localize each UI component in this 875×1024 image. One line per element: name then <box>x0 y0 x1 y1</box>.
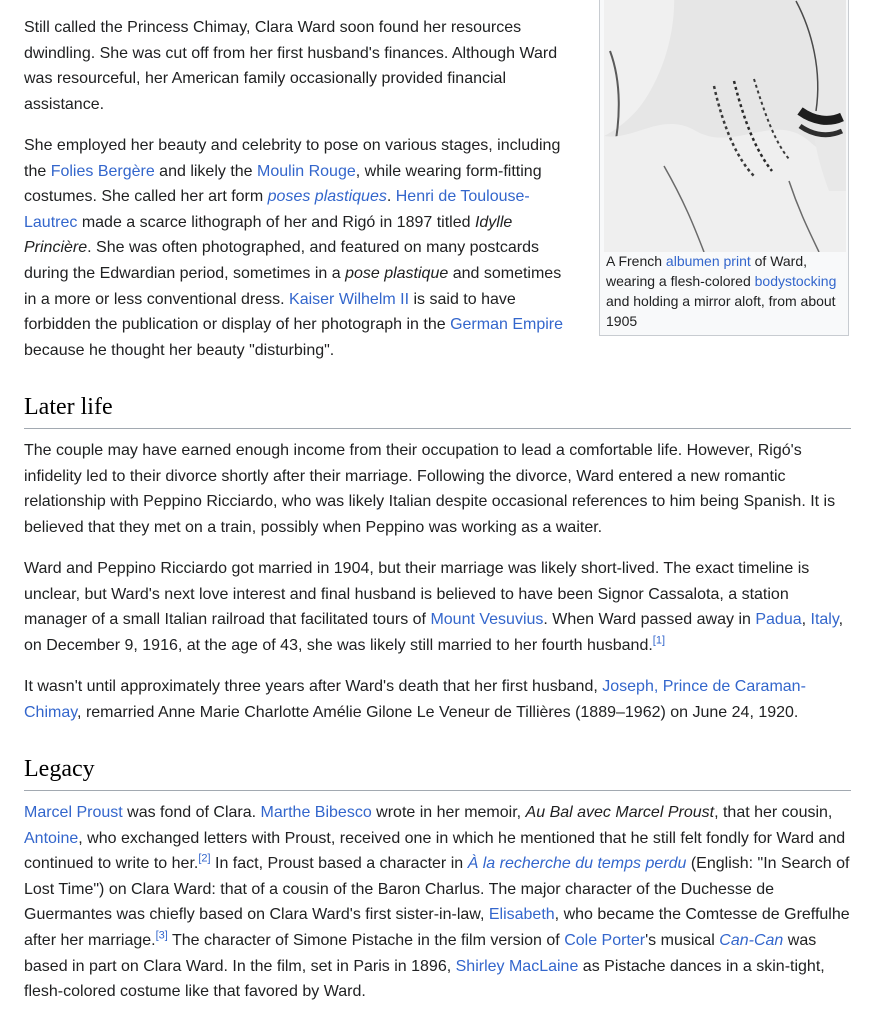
paragraph-stage-career <box>24 133 568 363</box>
text-run: . <box>386 188 396 206</box>
text-run: , that her cousin, <box>714 804 833 821</box>
link-folies-bergere[interactable]: Folies Bergère <box>50 162 155 180</box>
caption-text: A French <box>606 253 666 269</box>
text-run: , <box>801 611 811 629</box>
link-elisabeth[interactable]: Elisabeth <box>488 906 555 924</box>
reference-1 <box>653 634 665 646</box>
section-heading-later-life: Later life <box>24 392 851 429</box>
text-run: . She was often photographed, and featured on many postcards during the Edwardian period, sometimes in a <box>24 239 539 282</box>
link-mount-vesuvius[interactable]: Mount Vesuvius <box>430 611 544 629</box>
link-albumen-print[interactable]: albumen print <box>665 253 751 269</box>
paragraph-marriages <box>24 556 851 658</box>
text-run: was fond of Clara. <box>122 804 261 821</box>
text-run: , on December 9, 1916, at the age of 43, she was likely still married to her fourth husband. <box>24 611 844 654</box>
paragraph-legacy <box>24 800 851 1005</box>
text-run: because he thought her beauty "disturbing". <box>24 341 335 359</box>
text-run: and likely the <box>154 162 258 180</box>
link-italy[interactable]: Italy <box>810 611 839 629</box>
caption-text: of Ward, wearing a flesh-colored <box>606 253 808 289</box>
text-run: , who exchanged letters with Proust, received one in which he mentioned that he still felt fondly for Ward and continued to write to her. <box>24 829 846 873</box>
link-joseph-prince[interactable]: Joseph, Prince de Caraman-Chimay <box>24 678 806 721</box>
clara-ward-photo[interactable] <box>604 0 846 252</box>
term-pose-plastique: pose plastique <box>345 264 449 282</box>
figure-caption <box>606 251 842 331</box>
text-run: , remarried Anne Marie Charlotte Amélie Gilone Le Veneur de Tillières (1889–1962) on June 24, 1920. <box>77 703 799 721</box>
link-marcel-proust[interactable]: Marcel Proust <box>24 804 123 821</box>
text-run: , while wearing form-fitting costumes. She called her art form <box>24 162 542 206</box>
text-run: It wasn't until approximately three years after Ward's death that her first husband, <box>24 678 603 695</box>
link-poses-plastiques[interactable]: poses plastiques <box>267 188 387 206</box>
paragraph-resources: Still called the Princess Chimay, Clara Ward soon found her resources dwindling. She was cut off from her first husband's finances. Although Ward was resourceful, her American family occasionally provided financial assistance. <box>24 19 558 113</box>
text-run: , who became the Comtesse de Greffulhe after her marriage. <box>24 906 850 949</box>
text-run: as Pistache dances in a skin-tight, flesh-colored costume like that favored by Ward. <box>24 957 825 1001</box>
paragraph-remarriage <box>24 674 851 725</box>
link-marthe-bibesco[interactable]: Marthe Bibesco <box>260 804 372 821</box>
text-run: wrote in her memoir, <box>371 804 526 821</box>
link-cole-porter[interactable]: Cole Porter <box>564 931 646 949</box>
link-toulouse-lautrec[interactable]: Henri de Toulouse-Lautrec <box>24 188 530 231</box>
link-can-can[interactable]: Can-Can <box>719 931 784 949</box>
link-kaiser-wilhelm[interactable]: Kaiser Wilhelm II <box>289 290 410 308</box>
title-au-bal: Au Bal avec Marcel Proust <box>525 804 715 821</box>
text-run: She employed her beauty and celebrity to pose on various stages, including the <box>24 137 561 180</box>
link-antoine[interactable]: Antoine <box>24 829 79 847</box>
text-run: is said to have forbidden the publication or display of her photograph in the <box>24 290 516 334</box>
link-german-empire[interactable]: German Empire <box>450 316 563 334</box>
text-run: The character of Simone Pistache in the film version of <box>167 931 565 949</box>
text-run: (English: "In Search of Lost Time") on Clara Ward: that of a cousin of the Baron Charlus. The major character of the Duchesse de Guermantes was chiefly based on Clara Ward's first sister-in-law, <box>24 855 850 924</box>
text-run: was based in part on Clara Ward. In the film, set in Paris in 1896, <box>24 931 817 975</box>
title-idylle-princiere: Idylle Princière <box>24 213 513 257</box>
text-run: . When Ward passed away in <box>543 611 756 629</box>
link-shirley-maclaine[interactable]: Shirley MacLaine <box>455 957 579 975</box>
link-a-la-recherche[interactable]: À la recherche du temps perdu <box>467 855 687 873</box>
paragraph-divorce: The couple may have earned enough income from their occupation to lead a comfortable life. However, Rigó's infidelity led to their divorce shortly after their marriage. Following the divorce, Ward entered a new romantic relationship with Peppino Ricciardo, who was likely Italian despite occasional references to him being Spanish. It is believed that they met on a train, possibly when Peppino was working as a waiter. <box>24 442 836 536</box>
text-run: and sometimes in a more or less conventional dress. <box>24 264 562 308</box>
text-run: made a scarce lithograph of her and Rigó in 1897 titled <box>77 213 475 231</box>
section-heading-legacy: Legacy <box>24 754 851 791</box>
reference-3 <box>156 930 168 942</box>
reference-link-3[interactable]: [3] <box>155 929 168 942</box>
caption-text: and holding a mirror aloft, from about 1905 <box>606 293 836 329</box>
link-bodystocking[interactable]: bodystocking <box>754 273 837 289</box>
link-padua[interactable]: Padua <box>755 611 802 629</box>
photo-image <box>604 0 846 252</box>
text-run: 's musical <box>645 931 720 949</box>
figure-thumbnail <box>599 0 849 336</box>
reference-link-1[interactable]: [1] <box>652 634 666 647</box>
reference-2 <box>198 853 210 865</box>
text-run: Ward and Peppino Ricciardo got married in 1904, but their marriage was likely short-lived. The exact timeline is unclear, but Ward's next love interest and final husband is believed to have been Signor Cassalota, a station manager of a small Italian railroad that facilitated tours of <box>24 560 810 629</box>
text-run: In fact, Proust based a character in <box>210 855 468 873</box>
link-moulin-rouge[interactable]: Moulin Rouge <box>257 162 356 180</box>
reference-link-2[interactable]: [2] <box>198 852 211 865</box>
